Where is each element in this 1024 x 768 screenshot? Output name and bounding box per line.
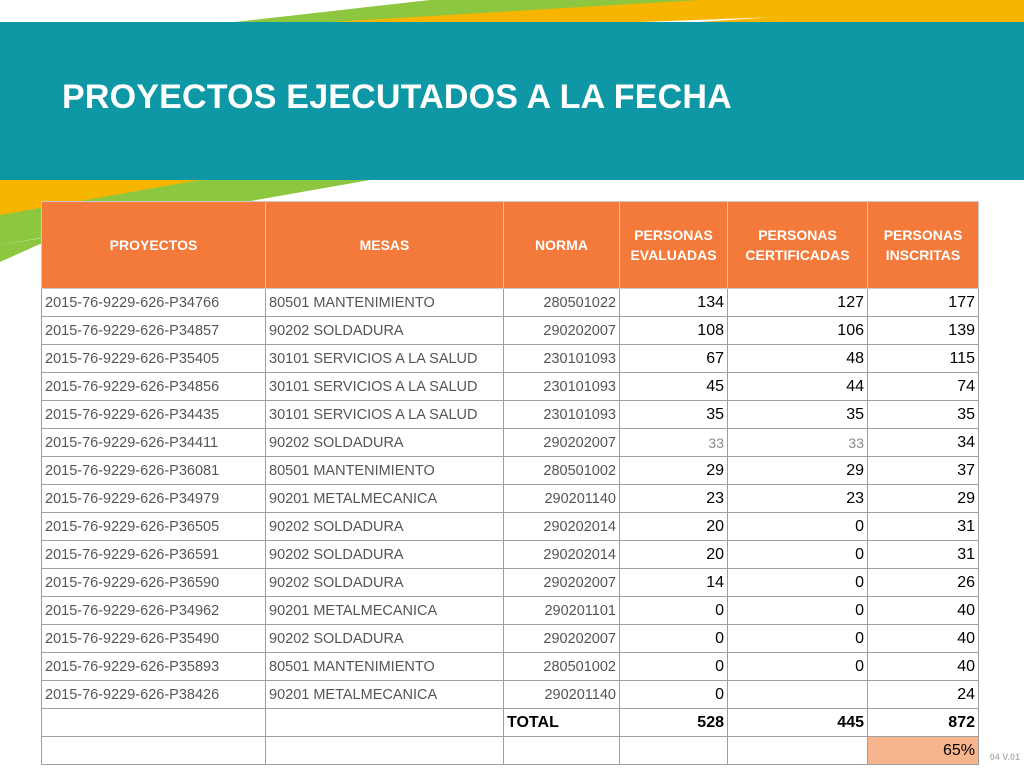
cell-proyecto: 2015-76-9229-626-P36505 bbox=[42, 513, 266, 541]
cell-personas-inscritas: 34 bbox=[868, 429, 979, 457]
cell-personas-inscritas: 40 bbox=[868, 597, 979, 625]
table-row bbox=[42, 653, 979, 681]
table-row bbox=[42, 345, 979, 373]
slide-footnote: 04 V.01 bbox=[989, 752, 1020, 762]
percentage-row bbox=[42, 737, 979, 765]
table-row bbox=[42, 317, 979, 345]
cell-personas-inscritas: 74 bbox=[868, 373, 979, 401]
header-proyectos: PROYECTOS bbox=[42, 202, 266, 289]
cell-norma: 290202007 bbox=[504, 625, 620, 653]
cell-personas-certificadas: 33 bbox=[728, 429, 868, 457]
cell-proyecto: 2015-76-9229-626-P34857 bbox=[42, 317, 266, 345]
cell-mesa: 80501 MANTENIMIENTO bbox=[266, 653, 504, 681]
cell-personas-inscritas: 40 bbox=[868, 653, 979, 681]
cell-personas-evaluadas: 14 bbox=[620, 569, 728, 597]
table-row bbox=[42, 625, 979, 653]
cell-personas-certificadas: 35 bbox=[728, 401, 868, 429]
cell-personas-evaluadas: 45 bbox=[620, 373, 728, 401]
cell-mesa: 90201 METALMECANICA bbox=[266, 485, 504, 513]
cell-proyecto: 2015-76-9229-626-P34435 bbox=[42, 401, 266, 429]
total-row bbox=[42, 709, 979, 737]
total-inscritas: 872 bbox=[868, 709, 979, 737]
table-row bbox=[42, 513, 979, 541]
cell-norma: 230101093 bbox=[504, 373, 620, 401]
cell-personas-inscritas: 177 bbox=[868, 289, 979, 317]
header-mesas: MESAS bbox=[266, 202, 504, 289]
cell-norma: 290201101 bbox=[504, 597, 620, 625]
cell-mesa: 30101 SERVICIOS A LA SALUD bbox=[266, 373, 504, 401]
cell-personas-evaluadas: 0 bbox=[620, 625, 728, 653]
cell-proyecto: 2015-76-9229-626-P34766 bbox=[42, 289, 266, 317]
cell-personas-inscritas: 26 bbox=[868, 569, 979, 597]
cell-mesa: 90202 SOLDADURA bbox=[266, 625, 504, 653]
cell-proyecto: 2015-76-9229-626-P35490 bbox=[42, 625, 266, 653]
cell-norma: 290202007 bbox=[504, 569, 620, 597]
table-row bbox=[42, 401, 979, 429]
cell-mesa: 90201 METALMECANICA bbox=[266, 597, 504, 625]
total-label: TOTAL bbox=[504, 709, 620, 737]
table-row bbox=[42, 485, 979, 513]
cell-proyecto: 2015-76-9229-626-P36590 bbox=[42, 569, 266, 597]
cell-norma: 290201140 bbox=[504, 681, 620, 709]
cell-proyecto: 2015-76-9229-626-P34979 bbox=[42, 485, 266, 513]
total-certificadas: 445 bbox=[728, 709, 868, 737]
projects-table bbox=[41, 201, 979, 765]
cell-norma: 290202007 bbox=[504, 317, 620, 345]
cell-mesa: 80501 MANTENIMIENTO bbox=[266, 289, 504, 317]
cell-norma: 230101093 bbox=[504, 401, 620, 429]
cell-mesa: 90202 SOLDADURA bbox=[266, 513, 504, 541]
percentage-empty-cell bbox=[42, 737, 266, 765]
header-personas-certificadas: PERSONAS CERTIFICADAS bbox=[728, 202, 868, 289]
cell-personas-inscritas: 24 bbox=[868, 681, 979, 709]
cell-norma: 280501002 bbox=[504, 653, 620, 681]
cell-personas-certificadas: 0 bbox=[728, 597, 868, 625]
table-row bbox=[42, 569, 979, 597]
cell-personas-inscritas: 37 bbox=[868, 457, 979, 485]
cell-personas-certificadas: 0 bbox=[728, 625, 868, 653]
cell-personas-certificadas: 106 bbox=[728, 317, 868, 345]
page-title: PROYECTOS EJECUTADOS A LA FECHA bbox=[62, 78, 732, 116]
cell-personas-evaluadas: 108 bbox=[620, 317, 728, 345]
table-row bbox=[42, 373, 979, 401]
percentage-value: 65% bbox=[868, 737, 979, 765]
cell-proyecto: 2015-76-9229-626-P34856 bbox=[42, 373, 266, 401]
cell-mesa: 80501 MANTENIMIENTO bbox=[266, 457, 504, 485]
cell-mesa: 90202 SOLDADURA bbox=[266, 569, 504, 597]
header-personas-evaluadas: PERSONAS EVALUADAS bbox=[620, 202, 728, 289]
cell-norma: 230101093 bbox=[504, 345, 620, 373]
cell-proyecto: 2015-76-9229-626-P35893 bbox=[42, 653, 266, 681]
cell-personas-certificadas: 44 bbox=[728, 373, 868, 401]
cell-proyecto: 2015-76-9229-626-P35405 bbox=[42, 345, 266, 373]
cell-personas-inscritas: 35 bbox=[868, 401, 979, 429]
table-header-row bbox=[42, 202, 979, 289]
cell-personas-certificadas: 0 bbox=[728, 653, 868, 681]
table-row bbox=[42, 457, 979, 485]
cell-personas-inscritas: 115 bbox=[868, 345, 979, 373]
table-row bbox=[42, 289, 979, 317]
cell-proyecto: 2015-76-9229-626-P36591 bbox=[42, 541, 266, 569]
cell-mesa: 90201 METALMECANICA bbox=[266, 681, 504, 709]
cell-personas-evaluadas: 35 bbox=[620, 401, 728, 429]
cell-norma: 290201140 bbox=[504, 485, 620, 513]
cell-personas-evaluadas: 29 bbox=[620, 457, 728, 485]
cell-personas-evaluadas: 67 bbox=[620, 345, 728, 373]
percentage-empty-cell bbox=[504, 737, 620, 765]
cell-norma: 280501002 bbox=[504, 457, 620, 485]
cell-mesa: 90202 SOLDADURA bbox=[266, 429, 504, 457]
cell-personas-certificadas: 0 bbox=[728, 569, 868, 597]
table-row bbox=[42, 429, 979, 457]
cell-proyecto: 2015-76-9229-626-P34962 bbox=[42, 597, 266, 625]
cell-personas-inscritas: 31 bbox=[868, 541, 979, 569]
cell-norma: 290202007 bbox=[504, 429, 620, 457]
percentage-empty-cell bbox=[728, 737, 868, 765]
cell-proyecto: 2015-76-9229-626-P34411 bbox=[42, 429, 266, 457]
cell-personas-inscritas: 40 bbox=[868, 625, 979, 653]
cell-personas-evaluadas: 134 bbox=[620, 289, 728, 317]
cell-norma: 280501022 bbox=[504, 289, 620, 317]
cell-personas-certificadas: 48 bbox=[728, 345, 868, 373]
cell-personas-evaluadas: 0 bbox=[620, 597, 728, 625]
table-row bbox=[42, 541, 979, 569]
cell-personas-evaluadas: 0 bbox=[620, 653, 728, 681]
cell-personas-inscritas: 29 bbox=[868, 485, 979, 513]
cell-personas-certificadas: 29 bbox=[728, 457, 868, 485]
header-personas-inscritas: PERSONAS INSCRITAS bbox=[868, 202, 979, 289]
cell-mesa: 90202 SOLDADURA bbox=[266, 541, 504, 569]
cell-personas-evaluadas: 20 bbox=[620, 541, 728, 569]
cell-proyecto: 2015-76-9229-626-P38426 bbox=[42, 681, 266, 709]
total-empty-cell bbox=[266, 709, 504, 737]
table-row bbox=[42, 681, 979, 709]
cell-norma: 290202014 bbox=[504, 513, 620, 541]
cell-personas-certificadas: 23 bbox=[728, 485, 868, 513]
cell-personas-evaluadas: 33 bbox=[620, 429, 728, 457]
cell-personas-certificadas: 0 bbox=[728, 541, 868, 569]
header-norma: NORMA bbox=[504, 202, 620, 289]
cell-mesa: 30101 SERVICIOS A LA SALUD bbox=[266, 401, 504, 429]
cell-personas-inscritas: 139 bbox=[868, 317, 979, 345]
total-evaluadas: 528 bbox=[620, 709, 728, 737]
cell-personas-certificadas: 0 bbox=[728, 513, 868, 541]
total-empty-cell bbox=[42, 709, 266, 737]
cell-personas-evaluadas: 0 bbox=[620, 681, 728, 709]
cell-proyecto: 2015-76-9229-626-P36081 bbox=[42, 457, 266, 485]
cell-mesa: 90202 SOLDADURA bbox=[266, 317, 504, 345]
cell-personas-inscritas: 31 bbox=[868, 513, 979, 541]
cell-personas-certificadas: 127 bbox=[728, 289, 868, 317]
percentage-empty-cell bbox=[620, 737, 728, 765]
cell-personas-certificadas bbox=[728, 681, 868, 709]
cell-mesa: 30101 SERVICIOS A LA SALUD bbox=[266, 345, 504, 373]
cell-norma: 290202014 bbox=[504, 541, 620, 569]
cell-personas-evaluadas: 20 bbox=[620, 513, 728, 541]
table-row bbox=[42, 597, 979, 625]
percentage-empty-cell bbox=[266, 737, 504, 765]
cell-personas-evaluadas: 23 bbox=[620, 485, 728, 513]
